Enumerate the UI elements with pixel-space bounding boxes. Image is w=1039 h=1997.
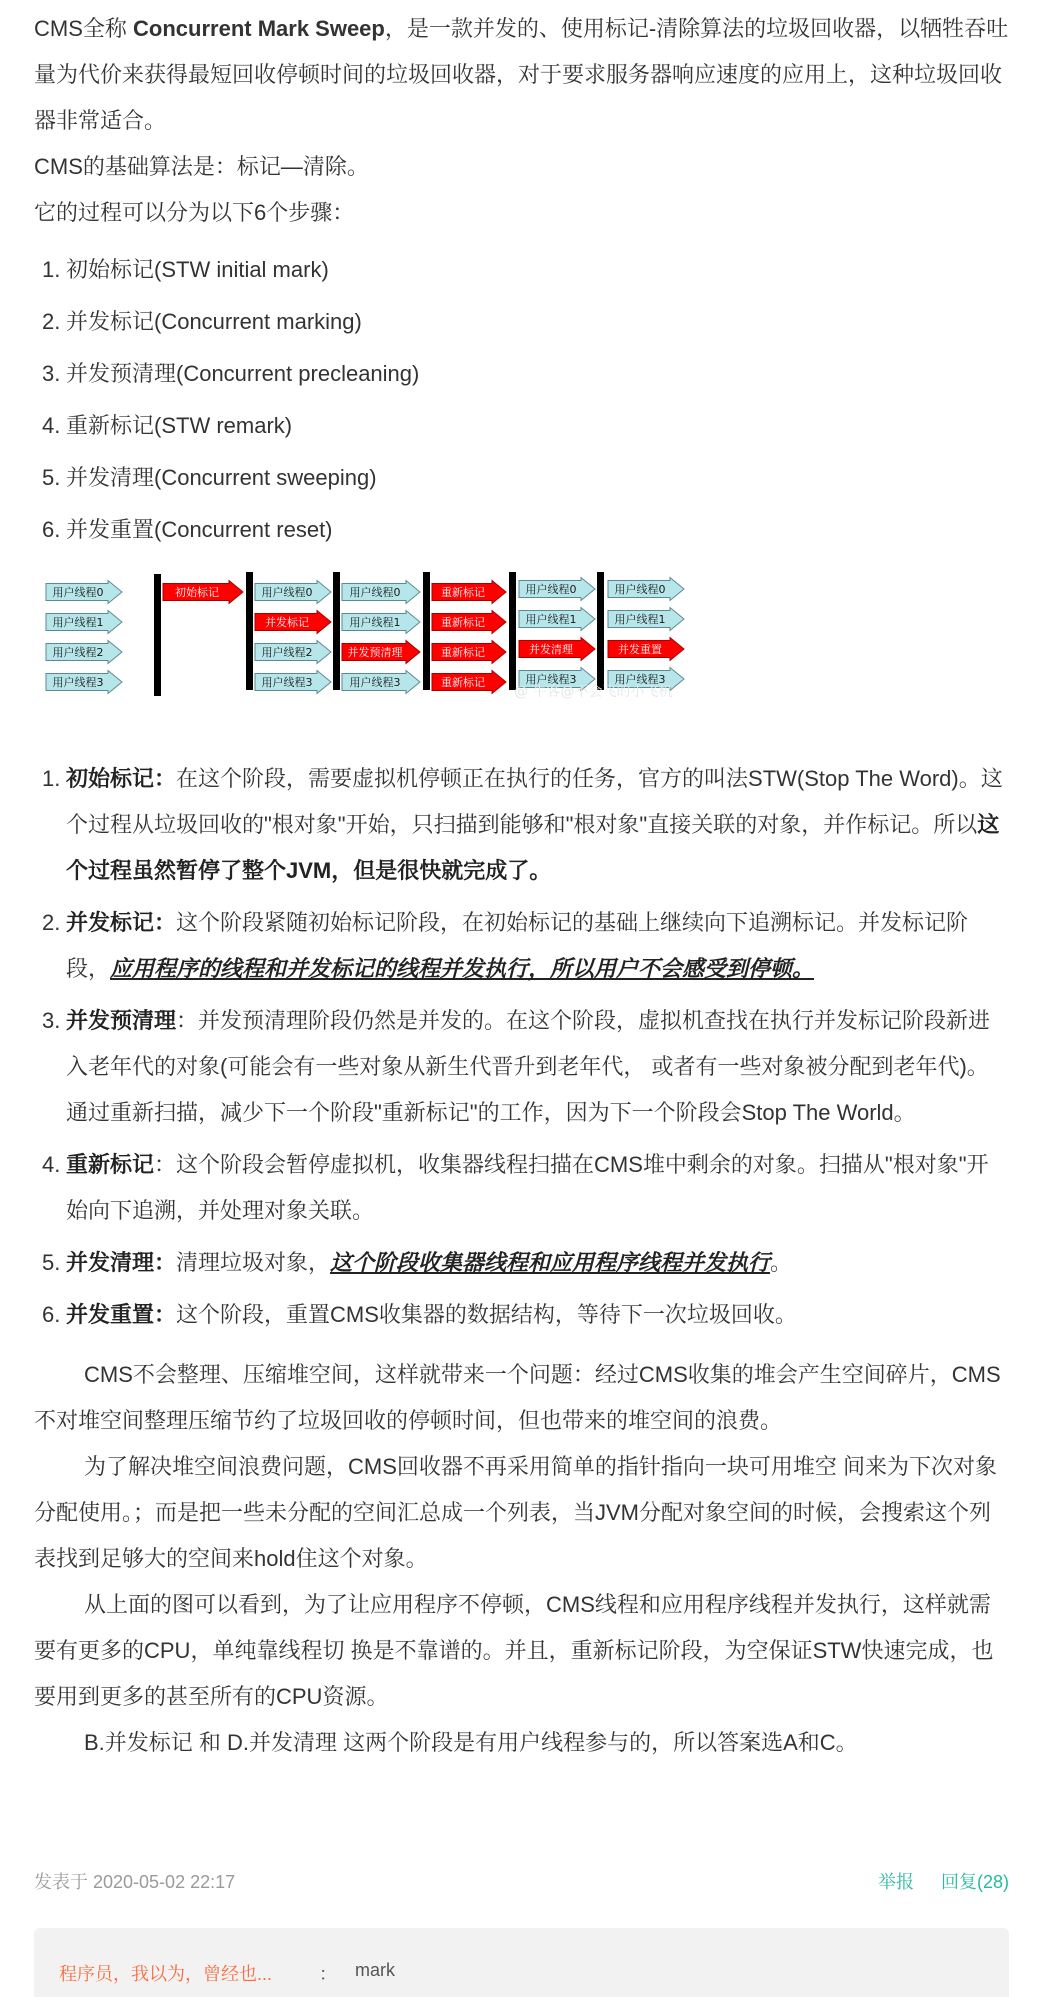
gc-thread-arrow (432, 671, 506, 694)
detail-title: 并发标记： (66, 910, 177, 935)
step-number: 1. (42, 257, 61, 282)
detail-number: 2. (42, 910, 61, 935)
arrow-label: 并发清理 (529, 643, 573, 656)
intro-prefix: CMS全称 (34, 16, 134, 41)
reply-text: mark (355, 1960, 395, 1980)
step-item (34, 504, 1009, 556)
body-paragraph: CMS不会整理、压缩堆空间，这样就带来一个问题：经过CMS收集的堆会产生空间碎片，CMS不对堆空间整理压缩节约了垃圾回收的停顿时间，但也带来的堆空间的浪费。 (34, 1362, 1001, 1433)
intro-bold-term: Concurrent Mark Sweep (133, 16, 385, 41)
report-link[interactable]: 举报 (877, 1872, 914, 1892)
arrow-label: 用户线程1 (349, 616, 401, 629)
cms-phases-diagram (42, 566, 832, 726)
intro-rest: ，是一款并发的、使用标记-清除算法的垃圾回收器，以牺牲吞吐量为代价来获得最短回收停顿时间的垃圾回收器，对于要求服务器响应速度的应用上，这种垃圾回收器非常适合。 (34, 16, 1009, 133)
step-item (34, 348, 1009, 400)
step-number: 6. (42, 517, 61, 542)
arrow-label: 重新标记 (441, 616, 485, 629)
user-thread-arrow (46, 671, 122, 694)
step-text: 初始标记(STW initial mark) (66, 257, 329, 282)
detail-number: 5. (42, 1250, 61, 1275)
closing-paragraphs (34, 1352, 1009, 1766)
body-paragraph: 从上面的图可以看到，为了让应用程序不停顿，CMS线程和应用程序线程并发执行，这样就需要有更多的CPU，单纯靠线程切 换是不靠谱的。并且，重新标记阶段，为空保证STW快速完成，也要用到更多的甚至所有的CPU资源。 (34, 1592, 994, 1709)
arrow-label: 重新标记 (441, 646, 485, 659)
user-thread-arrow (255, 671, 331, 694)
arrow-label: 用户线程3 (261, 676, 313, 689)
user-thread-arrow (342, 581, 420, 604)
step-number: 2. (42, 309, 61, 334)
steps-list (34, 244, 1009, 556)
gc-thread-arrow (432, 581, 506, 604)
reply-link[interactable]: 回复(28) (940, 1872, 1009, 1892)
user-thread-arrow (342, 671, 420, 694)
phase-separator-bar (246, 572, 253, 690)
detail-number: 3. (42, 1008, 61, 1033)
phase-detail-item (34, 1142, 1009, 1234)
algorithm-line: CMS的基础算法是：标记—清除。 (34, 154, 369, 179)
arrow-label: 重新标记 (441, 586, 485, 599)
reply-preview (34, 1928, 1009, 1997)
step-text: 并发重置(Concurrent reset) (66, 517, 333, 542)
detail-number: 6. (42, 1302, 61, 1327)
body-paragraph: 为了解决堆空间浪费问题，CMS回收器不再采用简单的指针指向一块可用堆空 间来为下次对象分配使用。；而是把一些未分配的空间汇总成一个列表，当JVM分配对象空间的时候，会搜索这个列表找到足够大的空间来hold住这个对象。 (34, 1454, 998, 1571)
arrow-label: 用户线程0 (614, 583, 666, 596)
post-timestamp: 发表于 2020-05-02 22:17 (34, 1872, 236, 1892)
arrow-label: 用户线程3 (52, 676, 104, 689)
user-thread-arrow (46, 581, 122, 604)
step-item (34, 452, 1009, 504)
phase-separator-bar (597, 572, 604, 690)
arrow-label: 用户线程3 (614, 673, 666, 686)
gc-thread-arrow (432, 611, 506, 634)
detail-end: 。 (770, 1250, 793, 1275)
post-actions (856, 1868, 1009, 1894)
gc-thread-arrow (163, 581, 243, 604)
detail-text: 清理垃圾对象， (176, 1250, 331, 1275)
detail-text: ：并发预清理阶段仍然是并发的。在这个阶段，虚拟机查找在执行并发标记阶段新进入老年代的对象(可能会有一些对象从新生代晋升到老年代， 或者有一些对象被分配到老年代)。通过重新扫描，减少下一个阶段"重新标记"的工作，因为下一个阶段会Stop The World。 (66, 1008, 991, 1125)
watermark-text: @ 牛客@不会飞的小飞机 (514, 684, 673, 700)
arrow-label: 用户线程1 (614, 613, 666, 626)
step-number: 5. (42, 465, 61, 490)
arrow-label: 初始标记 (175, 586, 219, 599)
detail-title: 并发清理： (66, 1250, 177, 1275)
arrow-label: 用户线程3 (525, 673, 577, 686)
step-text: 并发标记(Concurrent marking) (66, 309, 362, 334)
phase-separator-bar (154, 574, 161, 696)
gc-thread-arrow (255, 611, 331, 634)
gc-thread-arrow (432, 641, 506, 664)
phase-detail-item (34, 998, 1009, 1136)
detail-emphasis: 应用程序的线程和并发标记的线程并发执行，所以用户不会感受到停顿。 (110, 956, 815, 981)
arrow-label: 用户线程0 (261, 586, 313, 599)
reply-username-link[interactable]: 程序员，我以为，曾经也... (59, 1964, 273, 1984)
user-thread-arrow (46, 611, 122, 634)
phase-detail-item (34, 1292, 1009, 1338)
detail-title: 并发重置： (66, 1302, 177, 1327)
arrow-label: 用户线程3 (349, 676, 401, 689)
detail-number: 1. (42, 766, 61, 791)
step-text: 并发清理(Concurrent sweeping) (66, 465, 377, 490)
phase-detail-item (34, 1240, 1009, 1286)
phase-separator-bar (423, 572, 430, 690)
detail-bold: 这个过程虽然暂停了整个JVM，但是很快就完成了。 (66, 812, 1000, 883)
arrow-label: 用户线程0 (525, 583, 577, 596)
arrow-label: 并发预清理 (347, 646, 403, 659)
user-thread-arrow (608, 608, 684, 631)
answer-content (34, 6, 1009, 1766)
step-item (34, 296, 1009, 348)
detail-text: ：这个阶段会暂停虚拟机，收集器线程扫描在CMS堆中剩余的对象。扫描从"根对象"开始向下追溯，并处理对象关联。 (66, 1152, 989, 1223)
user-thread-arrow (46, 641, 122, 664)
phase-separator-bar (333, 572, 340, 690)
step-text: 并发预清理(Concurrent precleaning) (66, 361, 420, 386)
arrow-label: 用户线程1 (52, 616, 104, 629)
phase-detail-item (34, 756, 1009, 894)
user-thread-arrow (342, 611, 420, 634)
arrow-label: 并发重置 (618, 643, 662, 656)
user-thread-arrow (255, 641, 331, 664)
detail-text: 这个阶段紧随初始标记阶段，在初始标记的基础上继续向下追溯标记。并发标记阶段， (66, 910, 969, 981)
step-number: 3. (42, 361, 61, 386)
body-paragraph: B.并发标记 和 D.并发清理 这两个阶段是有用户线程参与的，所以答案选A和C。 (84, 1730, 858, 1755)
arrow-label: 用户线程1 (525, 613, 577, 626)
detail-number: 4. (42, 1152, 61, 1177)
phase-separator-bar (509, 572, 516, 690)
detail-text: 这个阶段，重置CMS收集器的数据结构，等待下一次垃圾回收。 (176, 1302, 797, 1327)
gc-thread-arrow (608, 638, 684, 661)
detail-title: 重新标记 (66, 1152, 155, 1177)
detail-emphasis: 这个阶段收集器线程和应用程序线程并发执行 (330, 1250, 771, 1275)
user-thread-arrow (519, 608, 595, 631)
user-thread-arrow (519, 578, 595, 601)
gc-thread-arrow (342, 641, 420, 664)
user-thread-arrow (255, 581, 331, 604)
detail-title: 初始标记： (66, 766, 177, 791)
user-thread-arrow (608, 578, 684, 601)
detail-text: 在这个阶段，需要虚拟机停顿正在执行的任务，官方的叫法STW(Stop The Word)。这个过程从垃圾回收的"根对象"开始，只扫描到能够和"根对象"直接关联的对象，并作标记。所以 (66, 766, 1003, 837)
arrow-label: 用户线程2 (261, 646, 313, 659)
step-item (34, 400, 1009, 452)
arrow-label: 用户线程0 (52, 586, 104, 599)
phase-details-list (34, 756, 1009, 1338)
steps-intro: 它的过程可以分为以下6个步骤： (34, 200, 355, 225)
gc-thread-arrow (519, 638, 595, 661)
reply-separator: ： (319, 1964, 337, 1984)
detail-title: 并发预清理 (66, 1008, 177, 1033)
arrow-label: 用户线程2 (52, 646, 104, 659)
post-meta (34, 1868, 1009, 1894)
phase-detail-item (34, 900, 1009, 992)
step-text: 重新标记(STW remark) (66, 413, 293, 438)
step-number: 4. (42, 413, 61, 438)
step-item (34, 244, 1009, 296)
arrow-label: 用户线程0 (349, 586, 401, 599)
arrow-label: 并发标记 (265, 616, 309, 629)
arrow-label: 重新标记 (441, 676, 485, 689)
intro-paragraph (34, 6, 1009, 144)
